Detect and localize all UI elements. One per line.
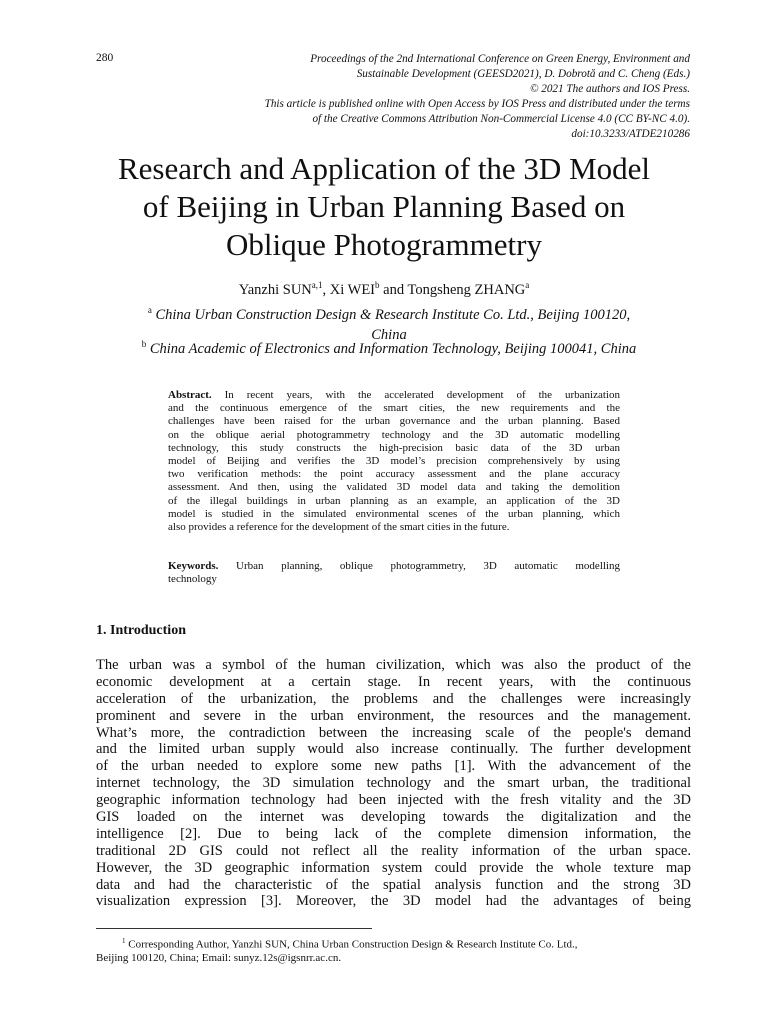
abstract-text: on the oblique aerial photogrammetry technology and the 3D automatic modelling [168,428,620,441]
author-name: Tongsheng ZHANG [407,281,526,298]
body-line: traditional 2D GIS could not reflect all the reality information of the urban space. [96,842,691,859]
abstract [168,389,620,534]
abstract-text: challenges have been raised for the urban governance and the urban planning. Based [168,415,620,428]
body-line: geographic information technology had been injected with the fresh vitality and the 3D [96,792,691,809]
abstract-text: of the illegal buildings in urban planning as an example, an application of the 3D [168,494,620,507]
abstract-text: assessment. And then, using the validated 3D model data and taking the demolition [168,481,620,494]
keywords [168,560,620,586]
affiliation-marker: a [147,305,152,315]
header-line: © 2021 The authors and IOS Press. [529,83,690,95]
page-number: 280 [96,52,114,64]
affiliation-text: China [371,326,407,343]
author-list [0,280,768,299]
affiliation-marker: b [141,339,147,349]
body-line: and the limited urban supply would also increase continually. The further development [96,741,691,758]
body-line: prominent and severe in the urban environment, the resources and the management. [96,707,691,724]
abstract-text: technology, this study constructs the high-precision basic data of the 3D urban [168,441,620,454]
footnote-text: Beijing 100120, China; Email: sunyz.12s@igsnrr.ac.cn. [96,952,342,965]
affiliation-text: China Academic of Electronics and Information Technology, Beijing 100041, China [149,340,637,357]
header-line: This article is published online with Open Access by IOS Press and distributed under the terms [264,98,690,110]
author-separator: and [379,281,408,298]
introduction-body [96,657,691,910]
body-line: What’s more, the contradiction between the increasing scale of the people's demand [96,724,691,741]
doi: doi:10.3233/ATDE210286 [571,128,690,140]
paper-title [60,150,708,264]
author-affiliation-marker: b [375,280,380,290]
abstract-text: In recent years, with the accelerated development of the urbanization [211,389,620,401]
body-line: visualization expression [3]. Moreover, the 3D model had the advantages of being [96,893,691,910]
body-line: GIS loaded on the internet was developing towards the digitalization and the [96,809,691,826]
section-heading: 1. Introduction [96,623,186,638]
title-line: of Beijing in Urban Planning Based on [142,189,626,224]
header-line: Proceedings of the 2nd International Conference on Green Energy, Environment and [310,53,690,65]
keywords-text: Urban planning, oblique photogrammetry, 3D automatic modelling [218,560,620,572]
body-line: However, the 3D geographic information system could provide the whole texture map [96,859,691,876]
abstract-text: model is studied in the simulated environmental scenes of the urban planning, which [168,507,620,520]
affiliation-b [90,334,688,359]
keywords-text: technology [168,573,217,586]
proceedings-header [170,52,690,142]
abstract-text: also provides a reference for the development of the smart cities in the future. [168,521,510,534]
author-name: Yanzhi SUN [238,281,312,298]
body-line: economic development at a certain stage. In recent years, with the continuous [96,673,691,690]
abstract-text: model of Beijing and verifies the 3D model’s precision comprehensively by using [168,455,620,468]
body-line: acceleration of the urbanization, the problems and the challenges were increasingly [96,690,691,707]
header-line: Sustainable Development (GEESD2021), D. Dobrotă and C. Cheng (Eds.) [356,68,690,80]
header-line: of the Creative Commons Attribution Non-Commercial License 4.0 (CC BY-NC 4.0). [312,113,690,125]
abstract-label: Abstract. [168,389,212,401]
body-line: The urban was a symbol of the human civilization, which was also the product of the [96,657,691,673]
footnote [96,935,691,966]
title-line: Research and Application of the 3D Model [117,151,651,186]
author-affiliation-marker: a [525,280,530,290]
body-line: of the urban needed to explore some new paths [1]. With the advancement of the [96,758,691,775]
body-line: internet technology, the 3D simulation technology and the smart urban, the traditional [96,775,691,792]
footnote-text: Corresponding Author, Yanzhi SUN, China Urban Construction Design & Research Institute Co. Ltd., [125,938,578,951]
affiliation-text: China Urban Construction Design & Research Institute Co. Ltd., Beijing 100120, [155,306,631,323]
author-name: Xi WEI [329,281,376,298]
keywords-label: Keywords. [168,560,219,572]
abstract-text: two verification methods: the point accuracy assessment and the plane accuracy [168,468,620,481]
title-line: Oblique Photogrammetry [226,227,542,262]
footnote-marker: 1 [122,937,126,945]
body-line: data and had the characteristic of the spatial analysis function and the strong 3D [96,876,691,893]
abstract-text: and the continuous emergence of the smart cities, the new requirements and the [168,402,620,415]
body-line: intelligence [2]. Due to being lack of the complete dimension information, the [96,825,691,842]
author-separator: , [322,281,330,298]
author-affiliation-marker: a,1 [311,280,323,290]
footnote-divider [96,928,372,929]
